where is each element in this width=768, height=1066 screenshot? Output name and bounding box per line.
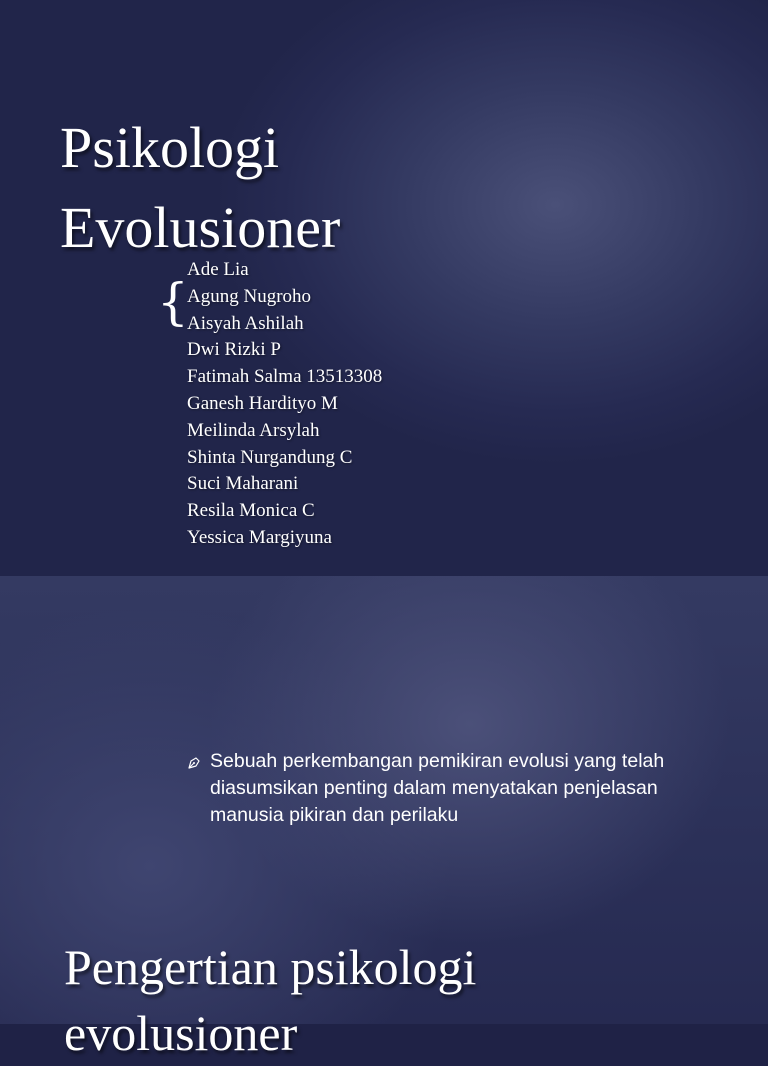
member-name: Yessica Margiyuna [187, 526, 332, 548]
member-name: Fatimah Salma 13513308 [187, 366, 383, 388]
slide-definition-heading [64, 934, 476, 1066]
title2-line-2: evolusioner [64, 1005, 298, 1061]
member-name: Ade Lia [187, 259, 249, 280]
title-line-2: Evolusioner [60, 195, 341, 260]
member-list [187, 257, 382, 552]
bullet-text: Sebuah perkembangan pemikiran evolusi yang telah diasumsikan penting dalam menyatakan penjelasan manusia pikiran dan perilaku [210, 750, 665, 826]
title2-line-1: Pengertian psikologi [64, 939, 477, 995]
member-name: Suci Maharani [187, 473, 299, 495]
member-name: Agung Nugroho [187, 285, 312, 307]
bullet-item [187, 748, 707, 829]
member-name: Meilinda Arsylah [187, 419, 320, 441]
pen-nib-icon [187, 756, 201, 770]
curly-brace-icon: { [157, 273, 189, 331]
member-name: Shinta Nurgandung C [187, 446, 353, 468]
slide-definition [0, 576, 768, 1061]
member-name: Dwi Rizki P [187, 339, 281, 361]
slide-title-heading [60, 108, 340, 268]
member-name: Ganesh Hardityo M [187, 392, 338, 414]
title-line-1: Psikologi [60, 115, 280, 180]
member-name: Aisyah Ashilah [187, 312, 304, 334]
member-name: Resila Monica C [187, 500, 315, 522]
